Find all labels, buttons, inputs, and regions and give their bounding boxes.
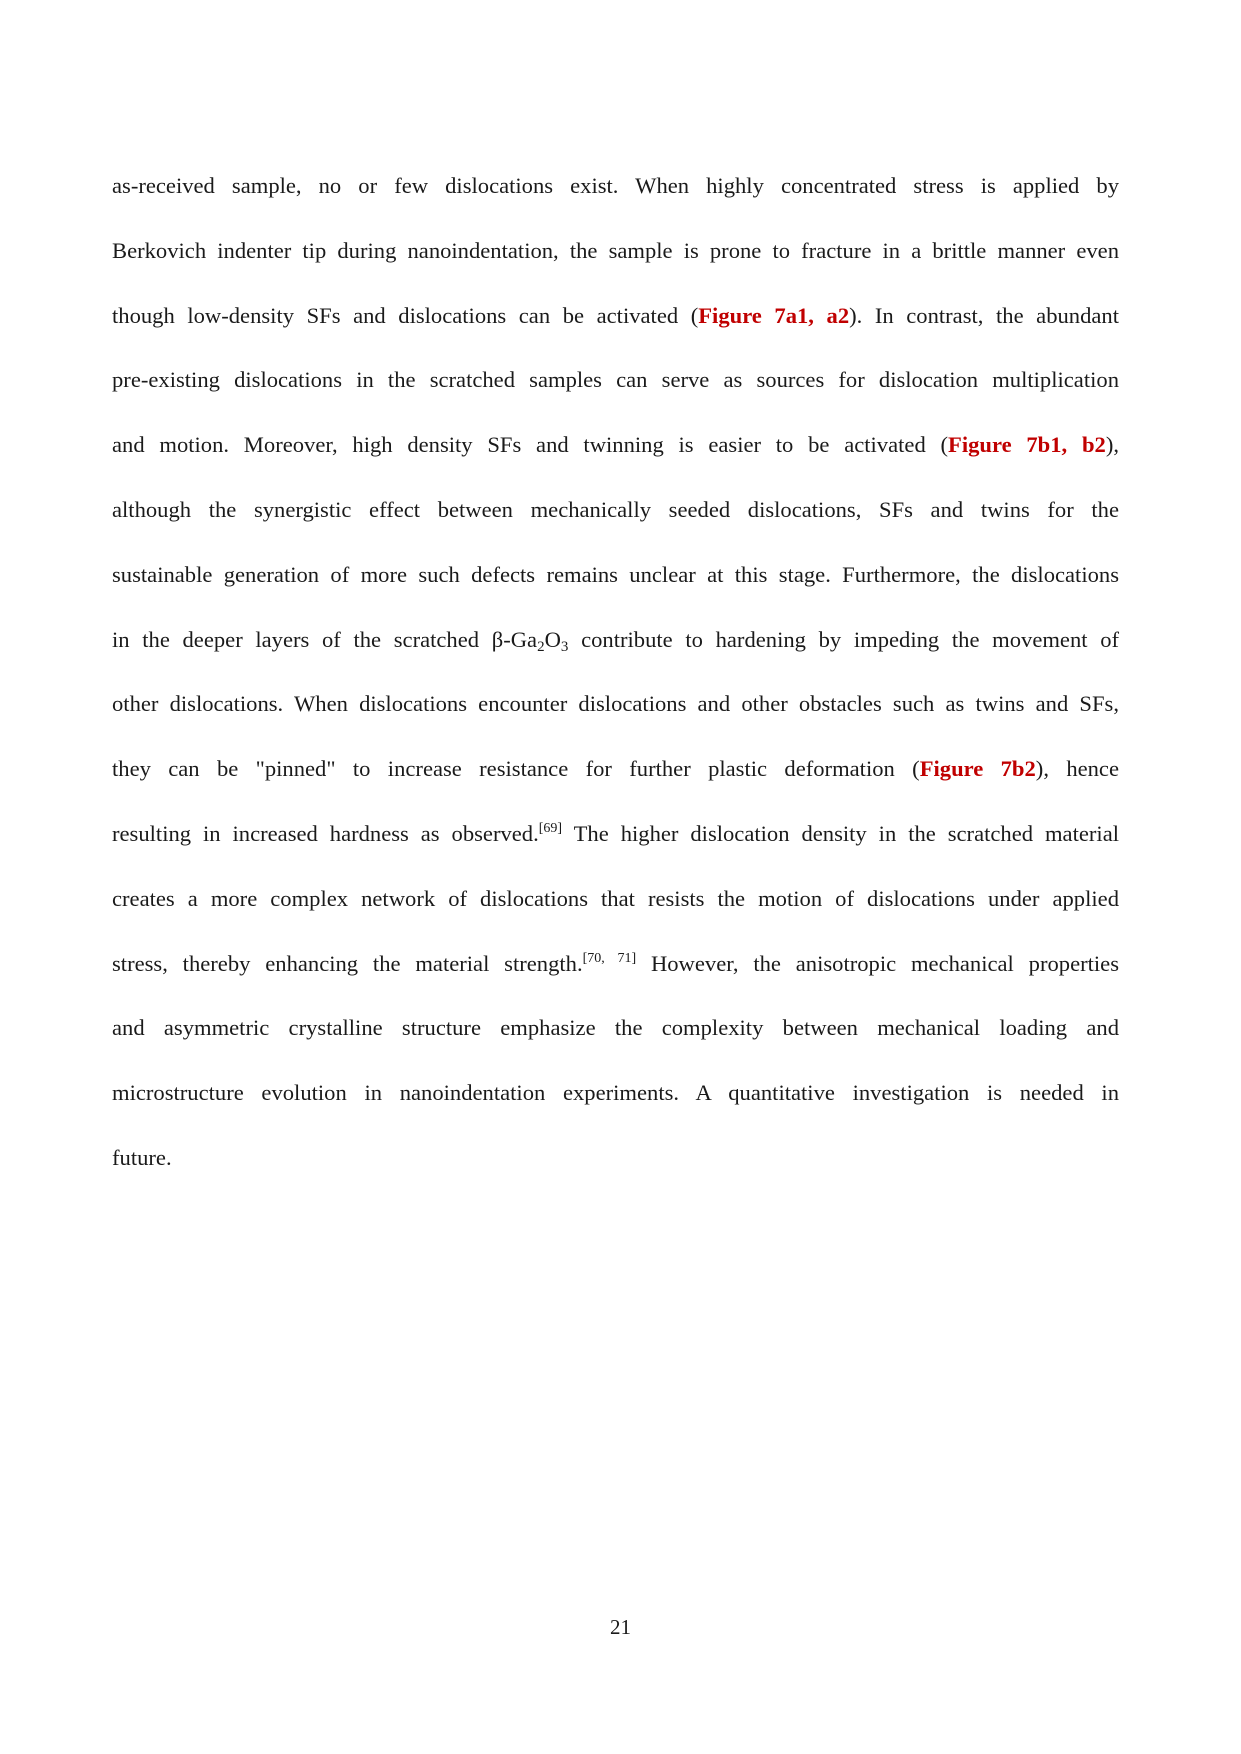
- figure-reference-7b2[interactable]: Figure 7b2: [919, 756, 1036, 782]
- text-line: and asymmetric crystalline structure emphasize the complexity between mechanical loading and: [112, 1015, 1119, 1041]
- body-paragraph: [112, 154, 1119, 1191]
- text-line: other dislocations. When dislocations encounter dislocations and other obstacles such as twins and SFs,: [112, 691, 1119, 717]
- text-line: future.: [112, 1144, 172, 1170]
- citation-70-71[interactable]: [70, 71]: [582, 950, 637, 966]
- text-line: Berkovich indenter tip during nanoindentation, the sample is prone to fracture in a brittle manner even: [112, 237, 1119, 263]
- text-fragment: ), hence: [1035, 756, 1119, 782]
- text-line: [112, 608, 1119, 673]
- subscript: 3: [560, 638, 569, 655]
- text-fragment: resulting in increased hardness as observed.: [112, 820, 539, 846]
- text-fragment: ). In contrast, the abundant: [849, 302, 1119, 328]
- text-line: microstructure evolution in nanoindentation experiments. A quantitative investigation is needed in: [112, 1080, 1119, 1106]
- text-fragment: The higher dislocation density in the scratched material: [562, 820, 1119, 846]
- text-line: as-received sample, no or few dislocations exist. When highly concentrated stress is applied by: [112, 173, 1119, 198]
- text-fragment: contribute to hardening by impeding the movement of: [568, 626, 1120, 652]
- text-fragment: stress, thereby enhancing the material strength.: [112, 950, 583, 976]
- text-line: [112, 413, 1119, 478]
- subscript: 2: [537, 638, 545, 655]
- text-line: [112, 802, 1119, 867]
- text-line: pre-existing dislocations in the scratched samples can serve as sources for dislocation multiplication: [112, 367, 1119, 393]
- text-line: although the synergistic effect between mechanically seeded dislocations, SFs and twins for the: [112, 496, 1119, 522]
- text-line: sustainable generation of more such defects remains unclear at this stage. Furthermore, the dislocations: [112, 561, 1119, 587]
- text-line: [112, 737, 1119, 802]
- text-line: [112, 284, 1119, 349]
- text-fragment: However, the anisotropic mechanical properties: [636, 950, 1119, 976]
- figure-reference-7a1-a2[interactable]: Figure 7a1, a2: [698, 302, 850, 328]
- text-fragment: though low-density SFs and dislocations can be activated (: [112, 302, 699, 328]
- text-fragment: they can be "pinned" to increase resistance for further plastic deformation (: [112, 756, 920, 782]
- citation-69[interactable]: [69]: [538, 820, 563, 836]
- text-fragment: and motion. Moreover, high density SFs and twinning is easier to be activated (: [112, 432, 949, 458]
- text-line: [112, 932, 1119, 997]
- text-fragment: ),: [1105, 432, 1119, 458]
- text-fragment: O: [544, 626, 561, 652]
- text-fragment: in the deeper layers of the scratched β-Ga: [112, 626, 538, 652]
- text-line: creates a more complex network of dislocations that resists the motion of dislocations under applied: [112, 885, 1119, 911]
- page-number: 21: [610, 1615, 631, 1639]
- figure-reference-7b1-b2[interactable]: Figure 7b1, b2: [948, 432, 1106, 458]
